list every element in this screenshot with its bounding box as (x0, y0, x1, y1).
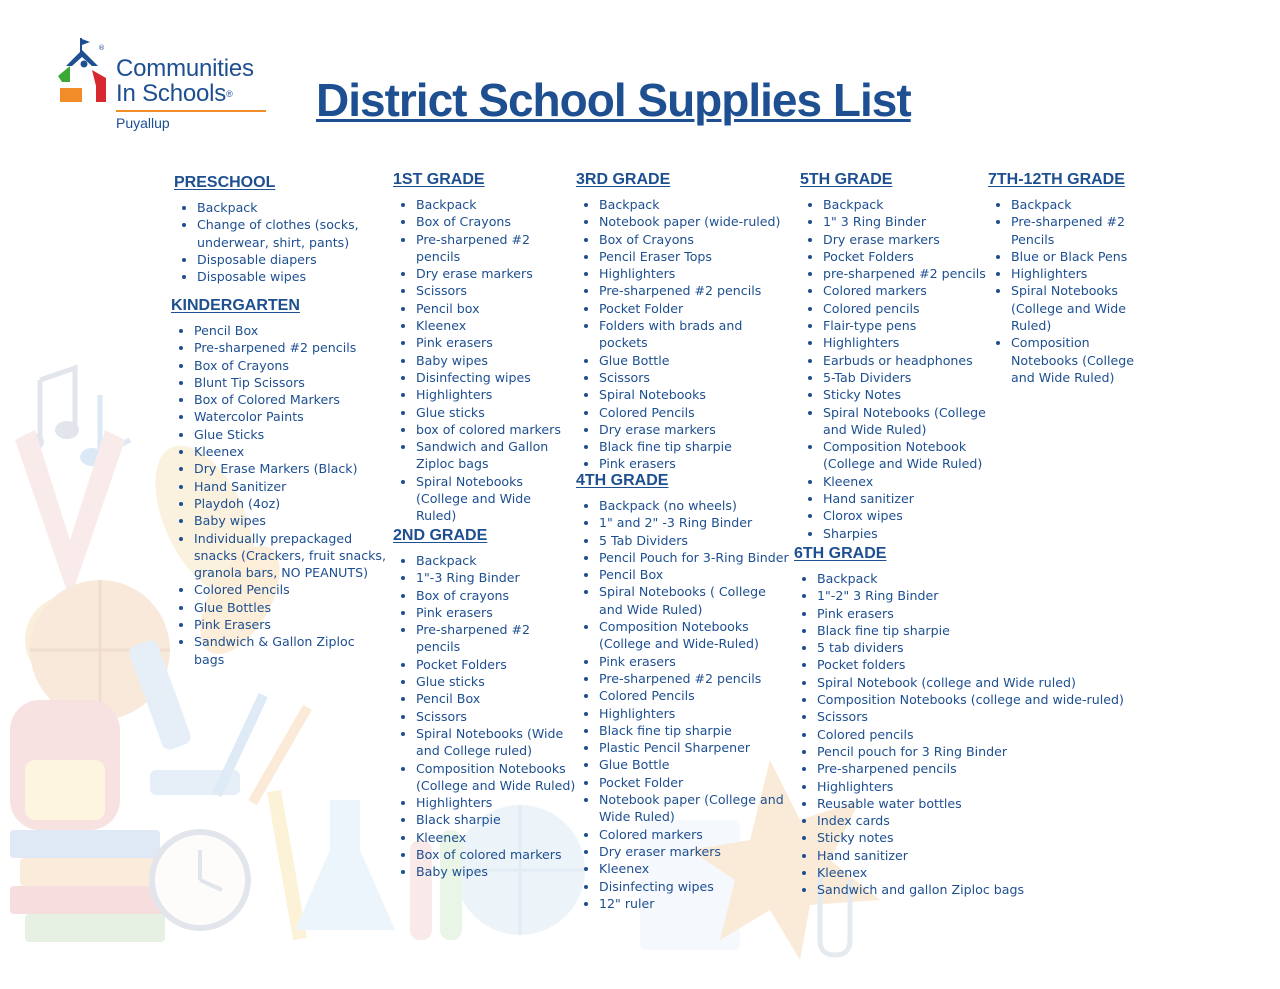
list-item: • Hand sanitizer (817, 847, 1154, 864)
list-item: • Notebook paper (wide-ruled) (599, 213, 791, 230)
list-item: • Dry Erase Markers (Black) (194, 460, 386, 477)
list-item: • Scissors (817, 708, 1154, 725)
section-kindergarten (171, 296, 386, 668)
list-item: • Backpack (197, 199, 389, 216)
list-item: • 5-Tab Dividers (823, 369, 990, 386)
section-grade-4 (576, 471, 791, 912)
list-item: • Flair-type pens (823, 317, 990, 334)
list-item: • Change of clothes (socks, underwear, shirt, pants) (197, 216, 389, 251)
list-item: • Highlighters (416, 794, 578, 811)
list-item: • Kleenex (817, 864, 1154, 881)
list-item: • Composition Notebooks (college and wide-ruled) (817, 691, 1154, 708)
list-item: • Highlighters (823, 334, 990, 351)
list-item: • Backpack (599, 196, 791, 213)
list-item: • Pre-sharpened #2 pencils (194, 339, 386, 356)
list-item: • Glue Sticks (194, 426, 386, 443)
list-item: • Backpack (no wheels) (599, 497, 791, 514)
section-grade-7-12 (988, 170, 1158, 386)
list-item: • Box of Crayons (416, 213, 563, 230)
list-item: • Sharpies (823, 525, 990, 542)
communities-in-schools-logo (52, 36, 282, 136)
list-item: • Highlighters (416, 386, 563, 403)
list-item: • Pencil Box (194, 322, 386, 339)
list-item: • Pre-sharpened #2 pencils (599, 282, 791, 299)
list-item: • Colored pencils (823, 300, 990, 317)
section-heading: PRESCHOOL (174, 174, 276, 191)
section-heading: 3RD GRADE (576, 171, 671, 188)
list-item: • Blunt Tip Scissors (194, 374, 386, 391)
list-item: • Pink erasers (599, 455, 791, 472)
list-item: • Reusable water bottles (817, 795, 1154, 812)
list-item: • Disposable wipes (197, 268, 389, 285)
list-item: • Highlighters (817, 778, 1154, 795)
list-item: • Backpack (416, 552, 578, 569)
list-item: • Scissors (416, 282, 563, 299)
list-item: • Composition Notebook (College and Wide Ruled) (823, 438, 990, 473)
list-item: • 1"-3 Ring Binder (416, 569, 578, 586)
list-item: • Composition Notebooks (College and Wide Ruled) (1011, 334, 1158, 386)
supply-list (174, 199, 389, 285)
section-grade-1 (393, 170, 563, 525)
list-item: • Spiral Notebooks (College and Wide Ruled) (823, 404, 990, 439)
supply-list (393, 196, 563, 525)
list-item: • Sandwich & Gallon Ziploc bags (194, 633, 386, 668)
list-item: • Sticky Notes (823, 386, 990, 403)
list-item: • Sandwich and gallon Ziploc bags (817, 881, 1154, 898)
supply-list (171, 322, 386, 668)
section-heading: 1ST GRADE (393, 171, 485, 188)
list-item: • Dry erase markers (416, 265, 563, 282)
list-item: • 12" ruler (599, 895, 791, 912)
list-item: • 1"-2" 3 Ring Binder (817, 587, 1154, 604)
list-item: • Backpack (817, 570, 1154, 587)
list-item: • Highlighters (599, 265, 791, 282)
list-item: • Colored markers (599, 826, 791, 843)
house-logo-icon (52, 36, 112, 106)
list-item: • 1" and 2" -3 Ring Binder (599, 514, 791, 531)
list-item: • Disinfecting wipes (599, 878, 791, 895)
list-item: • Black fine tip sharpie (817, 622, 1154, 639)
section-heading: 7TH-12TH GRADE (988, 171, 1125, 188)
list-item: • Pencil pouch for 3 Ring Binder (817, 743, 1154, 760)
list-item: • Baby wipes (416, 352, 563, 369)
list-item: • Pencil Box (599, 566, 791, 583)
section-grade-2 (393, 526, 578, 881)
section-heading: 2ND GRADE (393, 527, 488, 544)
list-item: • Kleenex (823, 473, 990, 490)
list-item: • Spiral Notebooks (College and Wide Ruled) (1011, 282, 1158, 334)
list-item: • Spiral Notebooks (Wide and College ruled) (416, 725, 578, 760)
list-item: • Hand Sanitizer (194, 478, 386, 495)
list-item: • Pocket Folders (416, 656, 578, 673)
list-item: • Spiral Notebooks (College and Wide Ruled) (416, 473, 563, 525)
list-item: • Pencil box (416, 300, 563, 317)
list-item: • Spiral Notebook (college and Wide ruled) (817, 674, 1154, 691)
list-item: • Disposable diapers (197, 251, 389, 268)
list-item: • Glue Bottle (599, 756, 791, 773)
list-item: • box of colored markers (416, 421, 563, 438)
list-item: • Pencil Eraser Tops (599, 248, 791, 265)
list-item: • 5 Tab Dividers (599, 532, 791, 549)
supply-list (794, 570, 1154, 899)
logo-text-puyallup: Puyallup (116, 115, 170, 131)
list-item: • Kleenex (416, 317, 563, 334)
section-heading: 5TH GRADE (800, 171, 893, 188)
svg-text:®: ® (98, 44, 105, 52)
list-item: • Index cards (817, 812, 1154, 829)
list-item: • Blue or Black Pens (1011, 248, 1158, 265)
list-item: • Dry eraser markers (599, 843, 791, 860)
list-item: • Colored markers (823, 282, 990, 299)
list-item: • pre-sharpened #2 pencils (823, 265, 990, 282)
list-item: • Spiral Notebooks ( College and Wide Ruled) (599, 583, 791, 618)
supply-list (576, 497, 791, 912)
list-item: • Plastic Pencil Sharpener (599, 739, 791, 756)
list-item: • Glue Bottles (194, 599, 386, 616)
list-item: • Pre-sharpened pencils (817, 760, 1154, 777)
list-item: • Composition Notebooks (College and Wide Ruled) (416, 760, 578, 795)
list-item: • Clorox wipes (823, 507, 990, 524)
list-item: • 1" 3 Ring Binder (823, 213, 990, 230)
supply-list (393, 552, 578, 881)
section-grade-6 (794, 544, 1154, 899)
list-item: • Scissors (416, 708, 578, 725)
list-item: • Colored Pencils (599, 687, 791, 704)
list-item: • Highlighters (1011, 265, 1158, 282)
list-item: • Watercolor Paints (194, 408, 386, 425)
list-item: • Baby wipes (194, 512, 386, 529)
list-item: • Kleenex (416, 829, 578, 846)
list-item: • Notebook paper (College and Wide Ruled) (599, 791, 791, 826)
list-item: • Spiral Notebooks (599, 386, 791, 403)
supply-list (800, 196, 990, 542)
list-item: • Dry erase markers (823, 231, 990, 248)
logo-text-in-schools: In Schools® (116, 80, 233, 107)
section-heading: KINDERGARTEN (171, 297, 300, 314)
list-item: • Pencil Box (416, 690, 578, 707)
list-item: • Pink erasers (416, 604, 578, 621)
list-item: • Sandwich and Gallon Ziploc bags (416, 438, 563, 473)
list-item: • Backpack (823, 196, 990, 213)
list-item: • Pencil Pouch for 3-Ring Binder (599, 549, 791, 566)
list-item: • Glue sticks (416, 404, 563, 421)
list-item: • Earbuds or headphones (823, 352, 990, 369)
section-preschool (174, 173, 389, 285)
list-item: • Backpack (416, 196, 563, 213)
list-item: • Glue sticks (416, 673, 578, 690)
list-item: • Disinfecting wipes (416, 369, 563, 386)
list-item: • Pocket folders (817, 656, 1154, 673)
list-item: • Box of Crayons (194, 357, 386, 374)
section-grade-3 (576, 170, 791, 473)
list-item: • 5 tab dividers (817, 639, 1154, 656)
list-item: • Dry erase markers (599, 421, 791, 438)
list-item: • Kleenex (194, 443, 386, 460)
page-title: District School Supplies List (316, 74, 911, 126)
list-item: • Black sharpie (416, 811, 578, 828)
list-item: • Pocket Folder (599, 774, 791, 791)
list-item: • Playdoh (4oz) (194, 495, 386, 512)
list-item: • Pre-sharpened #2 pencils (599, 670, 791, 687)
logo-text-communities: Communities (116, 55, 254, 82)
list-item: • Colored Pencils (599, 404, 791, 421)
list-item: • Pink erasers (817, 605, 1154, 622)
list-item: • Kleenex (599, 860, 791, 877)
list-item: • Box of crayons (416, 587, 578, 604)
list-item: • Pre-sharpened #2 Pencils (1011, 213, 1158, 248)
list-item: • Colored pencils (817, 726, 1154, 743)
list-item: • Scissors (599, 369, 791, 386)
list-item: • Pocket Folders (823, 248, 990, 265)
logo-divider (116, 110, 266, 112)
list-item: • Sticky notes (817, 829, 1154, 846)
list-item: • Colored Pencils (194, 581, 386, 598)
list-item: • Composition Notebooks (College and Wide-Ruled) (599, 618, 791, 653)
list-item: • Pink Erasers (194, 616, 386, 633)
list-item: • Baby wipes (416, 863, 578, 880)
list-item: • Hand sanitizer (823, 490, 990, 507)
section-grade-5 (800, 170, 990, 542)
list-item: • Highlighters (599, 705, 791, 722)
list-item: • Glue Bottle (599, 352, 791, 369)
supply-list (576, 196, 791, 473)
list-item: • Black fine tip sharpie (599, 438, 791, 455)
list-item: • Black fine tip sharpie (599, 722, 791, 739)
list-item: • Pink erasers (599, 653, 791, 670)
list-item: • Pre-sharpened #2 pencils (416, 231, 563, 266)
section-heading: 4TH GRADE (576, 472, 669, 489)
list-item: • Folders with brads and pockets (599, 317, 791, 352)
supply-list (988, 196, 1158, 386)
list-item: • Individually prepackaged snacks (Crackers, fruit snacks, granola bars, NO PEANUTS) (194, 530, 386, 582)
list-item: • Pocket Folder (599, 300, 791, 317)
list-item: • Box of Crayons (599, 231, 791, 248)
list-item: • Pre-sharpened #2 pencils (416, 621, 578, 656)
list-item: • Box of Colored Markers (194, 391, 386, 408)
list-item: • Backpack (1011, 196, 1158, 213)
list-item: • Box of colored markers (416, 846, 578, 863)
section-heading: 6TH GRADE (794, 545, 887, 562)
list-item: • Pink erasers (416, 334, 563, 351)
